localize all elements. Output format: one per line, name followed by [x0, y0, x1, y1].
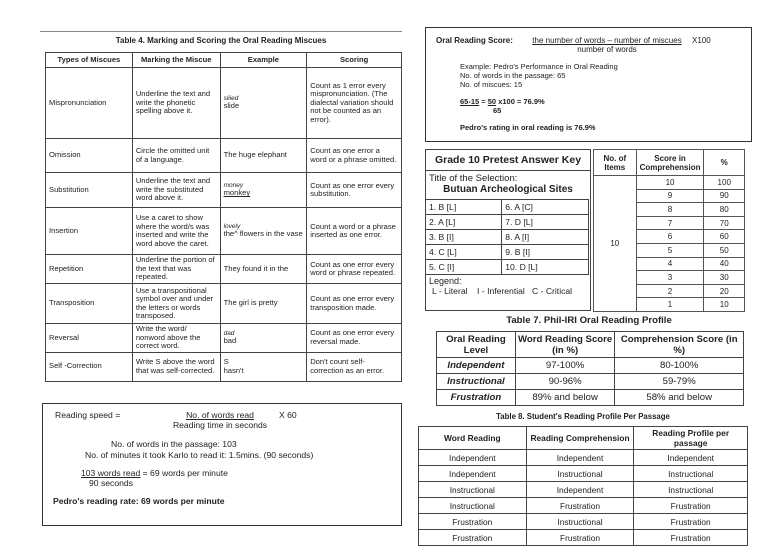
reading-profile-table — [418, 426, 748, 546]
miscue-scoring: Count as one error every reversal made. — [307, 324, 402, 353]
answer-cell: 3. B [I] — [426, 230, 502, 245]
answer-cell: 1. B [L] — [426, 200, 502, 215]
miscue-example — [220, 284, 307, 324]
speed-formula-fraction — [155, 410, 285, 430]
column-header: Reading Profile per passage — [634, 427, 748, 450]
level-cell: Independent — [437, 358, 516, 374]
score-cell: 9 — [636, 189, 704, 203]
profile-cell: Instructional — [634, 482, 748, 498]
score-cell: 1 — [636, 298, 704, 312]
table-row — [46, 255, 402, 284]
column-header: Word Reading — [419, 427, 527, 450]
profile-cell: Instructional — [526, 466, 634, 482]
oral-reading-profile-table — [436, 331, 744, 406]
table8-caption: Table 8. Student's Reading Profile Per Passage — [496, 412, 670, 421]
example-text: slide — [223, 101, 240, 111]
profile-cell: Instructional — [419, 498, 527, 514]
table-row — [426, 245, 589, 260]
table-row — [437, 390, 744, 406]
level-cell: Frustration — [437, 390, 516, 406]
score-cell: 4 — [636, 257, 704, 271]
answer-key-table — [425, 199, 589, 275]
oral-calc-num: 50 — [487, 97, 497, 106]
oral-calc-den: 65 — [493, 106, 502, 115]
score-cell: 10 — [636, 176, 704, 190]
miscue-type: Omission — [46, 139, 133, 173]
miscue-type: Repetition — [46, 255, 133, 284]
calc-denominator: 90 seconds — [89, 478, 133, 488]
answer-cell: 4. C [L] — [426, 245, 502, 260]
column-header: Word Reading Score (in %) — [515, 332, 615, 358]
example-text: The huge elephant — [223, 150, 287, 160]
answer-cell: 9. B [I] — [502, 245, 589, 260]
percent-cell: 10 — [704, 298, 745, 312]
example-annotation: sliied — [223, 95, 239, 103]
oral-numerator: the number of words – number of miscues — [532, 36, 682, 45]
miscue-example — [220, 324, 307, 353]
oral-calculation — [460, 97, 545, 106]
table4-caption: Table 4. Marking and Scoring the Oral Reading Miscues — [115, 36, 327, 45]
column-header: Types of Miscues — [46, 53, 133, 68]
score-table — [593, 149, 745, 312]
oral-result: Pedro's rating in oral reading is 76.9% — [460, 123, 596, 132]
oral-label: Oral Reading Score: — [436, 36, 513, 45]
table-row — [594, 176, 745, 190]
oral-line: No. of words in the passage: 65 — [460, 71, 566, 80]
calc-result: = 69 words per minute — [140, 468, 228, 478]
oral-line: No. of miscues: 15 — [460, 80, 523, 89]
profile-cell: Independent — [419, 450, 527, 466]
table-row — [426, 230, 589, 245]
score-cell: 2 — [636, 284, 704, 298]
oral-reading-box — [425, 27, 752, 142]
level-cell: Instructional — [437, 374, 516, 390]
example-annotation: money — [223, 182, 244, 190]
profile-cell: Instructional — [634, 466, 748, 482]
percent-cell: 30 — [704, 271, 745, 285]
profile-cell: Frustration — [634, 514, 748, 530]
oral-denominator: number of words — [577, 45, 637, 54]
percent-cell: 90 — [704, 189, 745, 203]
calc-numerator: 103 words read — [81, 468, 141, 478]
value-cell: 90-96% — [515, 374, 615, 390]
miscue-example — [220, 68, 307, 139]
answer-cell: 2. A [L] — [426, 215, 502, 230]
table7-caption: Table 7. Phil-IRI Oral Reading Profile — [506, 315, 672, 326]
column-header: % — [704, 150, 745, 176]
table-row — [46, 173, 402, 208]
answer-cell: 5. C [I] — [426, 260, 502, 275]
table-row — [46, 208, 402, 255]
miscue-marking: Circle the omitted unit of a language. — [132, 139, 220, 173]
profile-cell: Instructional — [419, 482, 527, 498]
speed-denominator: Reading time in seconds — [172, 420, 268, 430]
miscue-marking: Underline the text and write the phonetic spelling above it. — [132, 68, 220, 139]
miscue-scoring: Count as one error every word or phrase repeated. — [307, 255, 402, 284]
score-cell: 8 — [636, 203, 704, 217]
miscue-example — [220, 208, 307, 255]
miscue-type: Substitution — [46, 173, 133, 208]
answer-cell: 6. A [C] — [502, 200, 589, 215]
profile-cell: Independent — [526, 482, 634, 498]
percent-cell: 20 — [704, 284, 745, 298]
value-cell: 59-79% — [615, 374, 744, 390]
oral-example-title: Example: Pedro's Performance in Oral Reading — [460, 62, 618, 71]
table-row — [419, 498, 748, 514]
speed-line: No. of minutes it took Karlo to read it: 1.5mins. (90 seconds) — [85, 450, 314, 460]
table-row — [419, 466, 748, 482]
oral-formula-fraction — [523, 36, 691, 54]
percent-cell: 60 — [704, 230, 745, 244]
oral-calc-times: x100 = 76.9% — [498, 97, 545, 106]
profile-cell: Frustration — [419, 514, 527, 530]
miscues-table — [45, 52, 402, 382]
score-cell: 6 — [636, 230, 704, 244]
table-row — [437, 358, 744, 374]
column-header: Example — [220, 53, 307, 68]
table-row — [46, 139, 402, 173]
example-text: hasn't — [223, 365, 244, 375]
miscue-scoring: Count as 1 error every mispronunciation. (The dialectal variation should not be counted as an error). — [307, 68, 402, 139]
miscue-type: Insertion — [46, 208, 133, 255]
table-row — [419, 530, 748, 546]
table-row — [419, 450, 748, 466]
legend-label: Legend: — [429, 276, 462, 286]
table-row — [426, 260, 589, 275]
profile-cell: Frustration — [634, 498, 748, 514]
example-annotation: S — [223, 357, 229, 366]
oral-calc-equals: = — [481, 97, 486, 106]
example-annotation: lovely — [223, 223, 241, 231]
percent-cell: 100 — [704, 176, 745, 190]
miscue-example — [220, 139, 307, 173]
oral-multiplier: X100 — [692, 36, 711, 45]
speed-line: No. of words in the passage: 103 — [111, 439, 237, 449]
miscue-scoring: Don't count self-correction as an error. — [307, 352, 402, 381]
answer-cell: 7. D [L] — [502, 215, 589, 230]
profile-cell: Independent — [419, 466, 527, 482]
percent-cell: 70 — [704, 216, 745, 230]
table-row — [46, 324, 402, 353]
speed-numerator: No. of words read — [186, 410, 254, 420]
answer-key-title: Grade 10 Pretest Answer Key — [426, 150, 590, 171]
column-header: Oral Reading Level — [437, 332, 516, 358]
score-cell: 3 — [636, 271, 704, 285]
profile-cell: Frustration — [526, 498, 634, 514]
example-text: the^ flowers in the vase — [223, 229, 303, 239]
percent-cell: 50 — [704, 243, 745, 257]
value-cell: 58% and below — [615, 390, 744, 406]
selection-label: Title of the Selection: — [429, 173, 518, 184]
divider — [40, 31, 402, 32]
miscue-type: Reversal — [46, 324, 133, 353]
speed-formula-label: Reading speed = — [55, 410, 121, 420]
table-row — [46, 284, 402, 324]
oral-calc-diff: 65-15 — [460, 97, 480, 106]
column-header: Marking the Miscue — [132, 53, 220, 68]
example-text: The girl is pretty — [223, 298, 278, 308]
speed-result: Pedro's reading rate: 69 words per minute — [53, 496, 225, 506]
miscue-scoring: Count as one error a word or a phrase omitted. — [307, 139, 402, 173]
score-cell: 5 — [636, 243, 704, 257]
example-text: monkey — [223, 188, 251, 198]
miscue-scoring: Count a word or a phrase inserted as one error. — [307, 208, 402, 255]
example-text: They found it in the — [223, 263, 289, 273]
speed-multiplier: X 60 — [279, 410, 297, 420]
answer-cell: 10. D [L] — [502, 260, 589, 275]
table-row — [426, 200, 589, 215]
miscue-marking: Use a transpositional symbol over and under the letters or words transposed. — [132, 284, 220, 324]
profile-cell: Independent — [526, 450, 634, 466]
speed-calculation — [81, 468, 228, 478]
miscue-type: Mispronunciation — [46, 68, 133, 139]
table-row — [437, 374, 744, 390]
table-row — [426, 215, 589, 230]
miscue-type: Self -Correction — [46, 352, 133, 381]
table-row — [46, 352, 402, 381]
percent-cell: 80 — [704, 203, 745, 217]
value-cell: 89% and below — [515, 390, 615, 406]
table-row — [419, 514, 748, 530]
profile-cell: Instructional — [526, 514, 634, 530]
miscue-example — [220, 352, 307, 381]
selection-title: Butuan Archeological Sites — [443, 184, 573, 195]
column-header: Comprehension Score (in %) — [615, 332, 744, 358]
column-header: Score in Comprehension — [636, 150, 704, 176]
miscue-scoring: Count as one error every transposition made. — [307, 284, 402, 324]
table-row — [46, 68, 402, 139]
column-header: Scoring — [307, 53, 402, 68]
reading-speed-box — [42, 403, 402, 526]
miscue-example — [220, 173, 307, 208]
items-count: 10 — [594, 176, 637, 312]
miscue-type: Transposition — [46, 284, 133, 324]
miscue-marking: Write S above the word that was self-corrected. — [132, 352, 220, 381]
profile-cell: Frustration — [419, 530, 527, 546]
profile-cell: Independent — [634, 450, 748, 466]
table-row — [419, 482, 748, 498]
miscue-marking: Write the word/ nonword above the correct word. — [132, 324, 220, 353]
value-cell: 80-100% — [615, 358, 744, 374]
miscue-marking: Underline the portion of the text that was repeated. — [132, 255, 220, 284]
profile-cell: Frustration — [526, 530, 634, 546]
column-header: Reading Comprehension — [526, 427, 634, 450]
legend-text: L - Literal I - Inferential C - Critical — [432, 286, 573, 296]
profile-cell: Frustration — [634, 530, 748, 546]
miscue-marking: Underline the text and write the substituted word above it. — [132, 173, 220, 208]
column-header: No. of Items — [594, 150, 637, 176]
percent-cell: 40 — [704, 257, 745, 271]
example-text: bad — [223, 336, 237, 346]
answer-key — [425, 149, 591, 311]
miscue-scoring: Count as one error every substitution. — [307, 173, 402, 208]
miscue-example — [220, 255, 307, 284]
example-annotation: dad — [223, 329, 235, 337]
value-cell: 97-100% — [515, 358, 615, 374]
answer-cell: 8. A [I] — [502, 230, 589, 245]
miscue-marking: Use a caret to show where the word/s was inserted and write the word above the caret. — [132, 208, 220, 255]
score-cell: 7 — [636, 216, 704, 230]
